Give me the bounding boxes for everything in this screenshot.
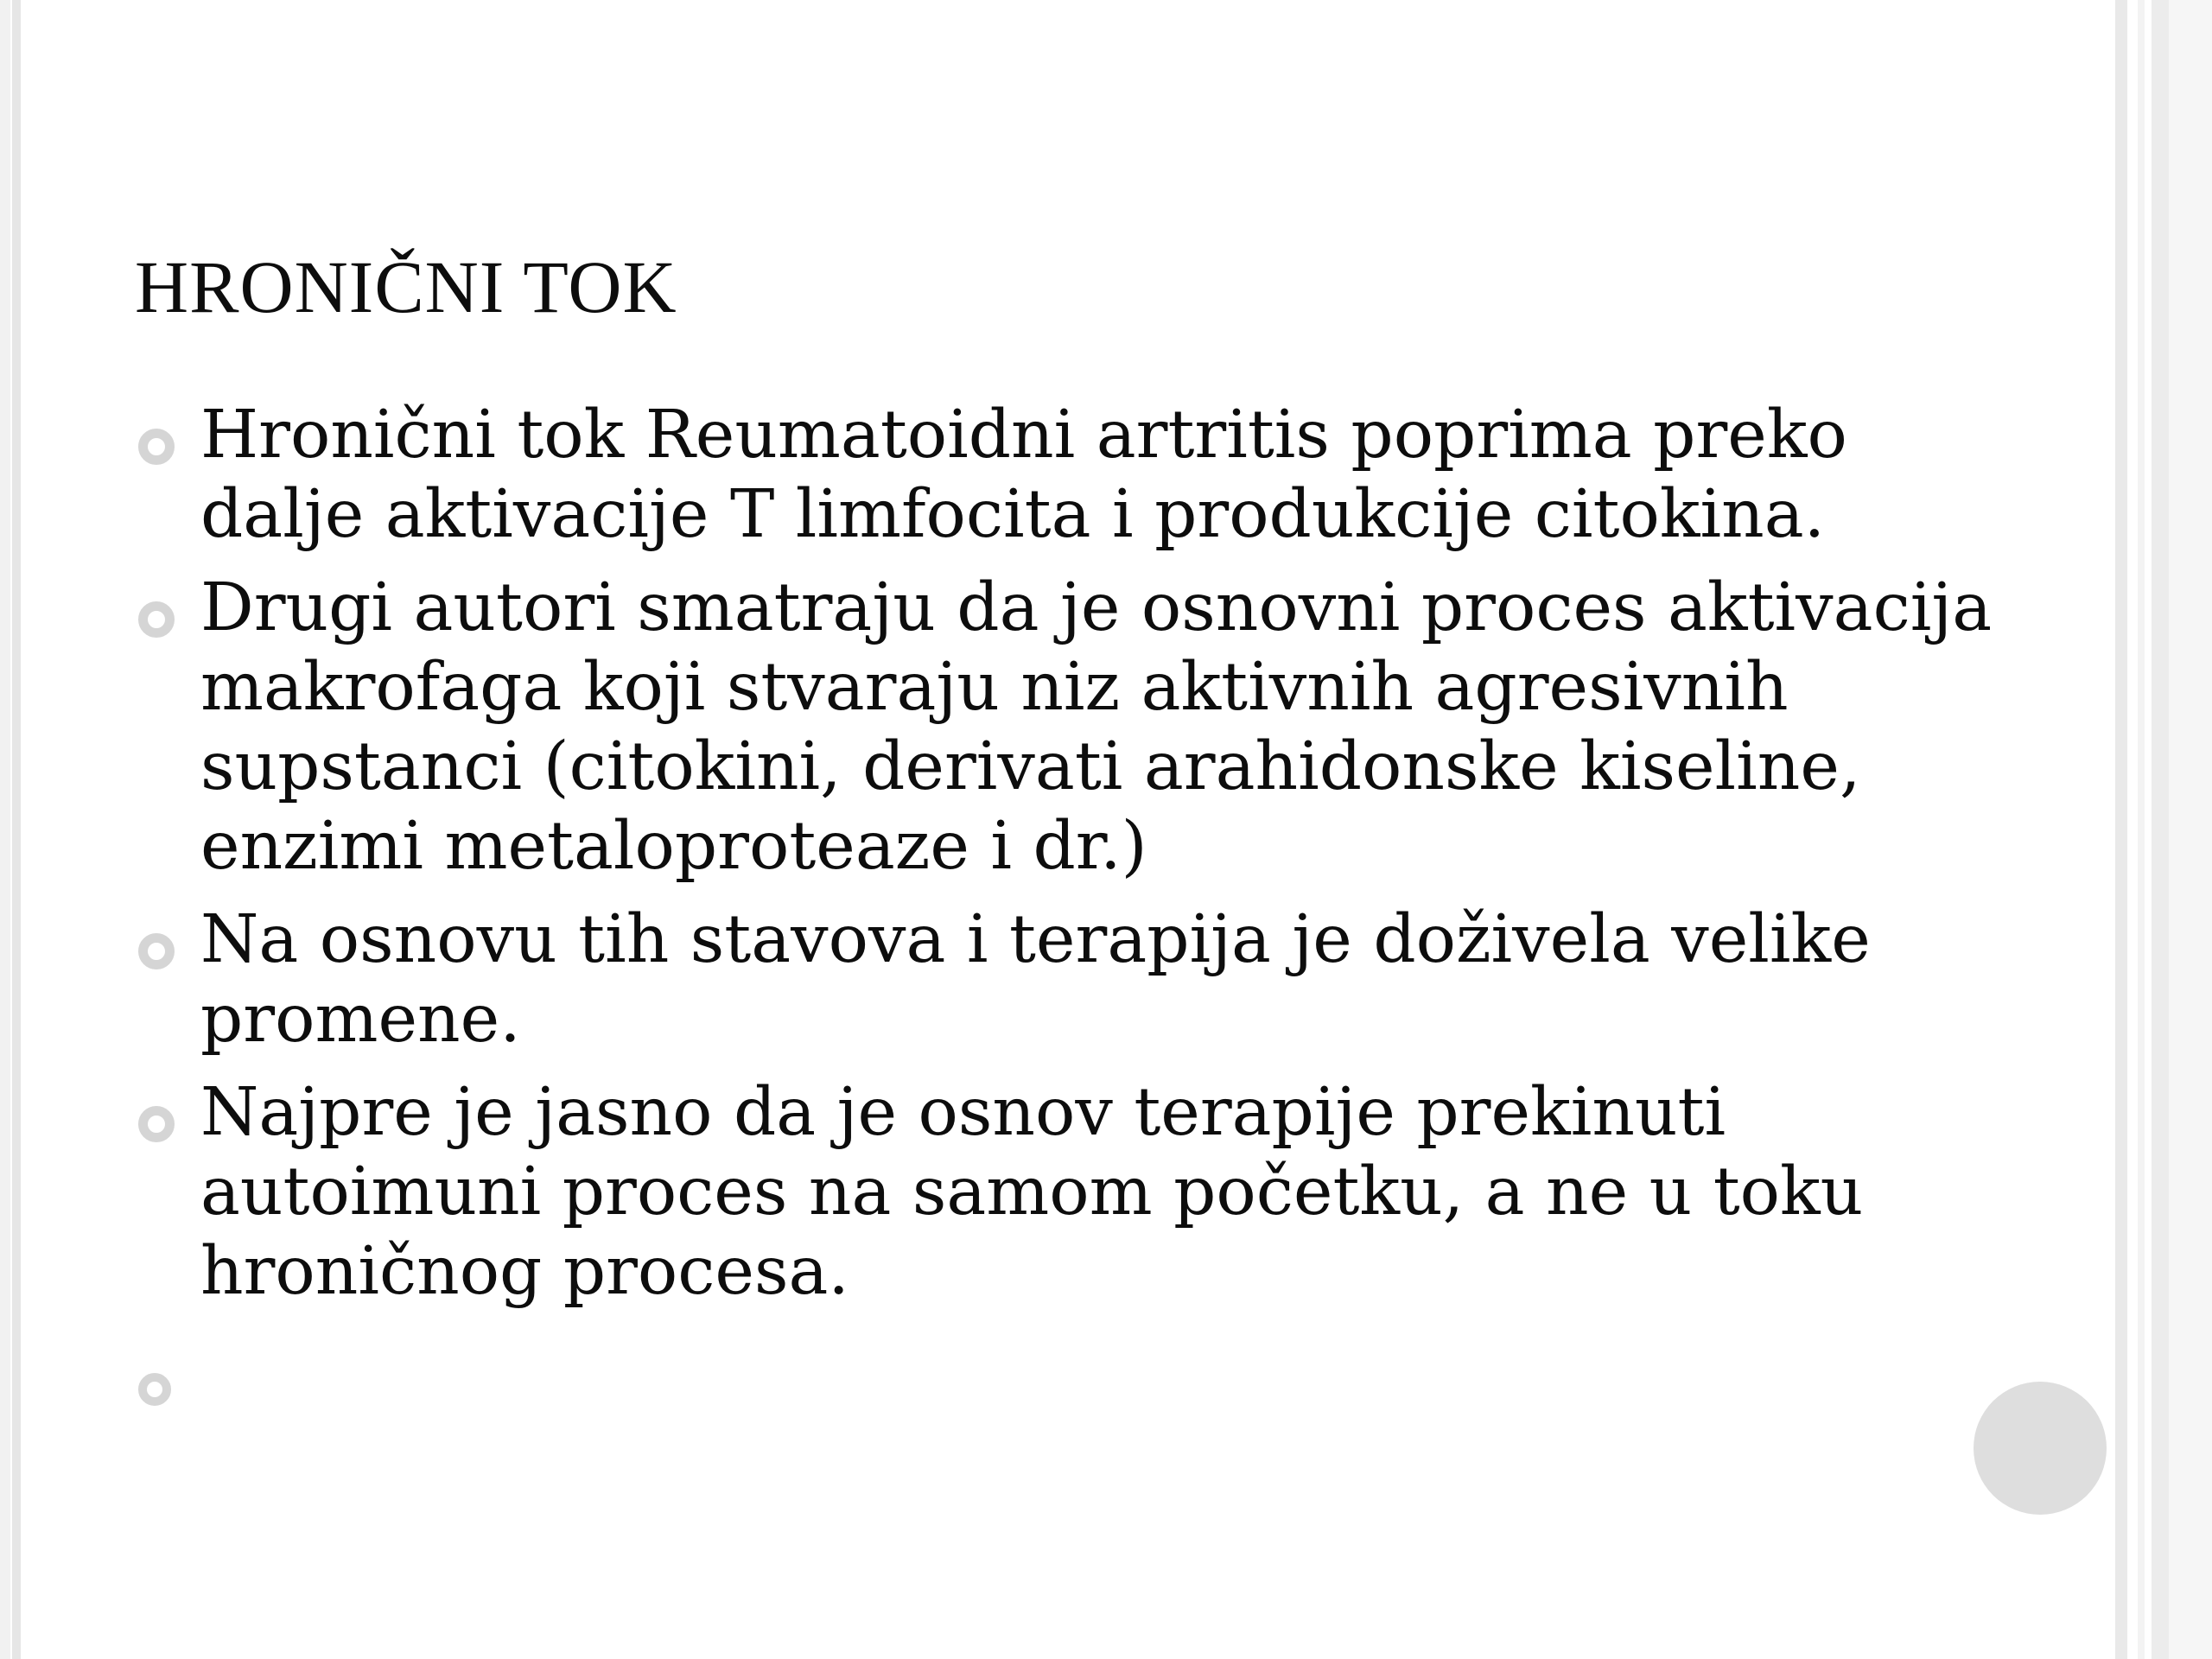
bullet-line: enzimi metaloproteaze i dr.) <box>200 808 1147 885</box>
slide-border-left-outer <box>0 0 10 1659</box>
bullet-item-3 <box>135 900 2088 1059</box>
bullet-line: dalje aktivacije T limfocita i produkcije citokina. <box>200 476 1826 553</box>
slide-border-right-1 <box>2115 0 2127 1659</box>
slide-border-right-2 <box>2138 0 2145 1659</box>
bullet-line: supstanci (citokini, derivati arahidonske kiseline, <box>200 728 1861 805</box>
ring-bullet-icon <box>138 601 175 638</box>
bullet-line: autoimuni proces na samom početku, a ne u toku <box>200 1154 1864 1230</box>
slide-border-right-4 <box>2169 0 2212 1659</box>
bullet-item-4 <box>135 1073 2088 1312</box>
bullet-line: Drugi autori smatraju da je osnovni proces aktivacija <box>200 569 1993 646</box>
circle-decoration <box>1974 1382 2107 1515</box>
bullet-line: Hronični tok Reumatoidni artritis poprima preko <box>200 397 1847 474</box>
bullet-list <box>135 396 2088 1325</box>
bullet-item-1 <box>135 396 2088 555</box>
bullet-item-2 <box>135 569 2088 887</box>
bullet-line: Na osnovu tih stavova i terapija je doživela velike <box>200 901 1871 978</box>
slide-border-left-inner <box>12 0 21 1659</box>
empty-ring-bullet-icon <box>138 1373 171 1406</box>
ring-bullet-icon <box>138 429 175 465</box>
ring-bullet-icon <box>138 933 175 969</box>
slide-title: HRONIČNI TOK <box>135 245 677 328</box>
bullet-line: Najpre je jasno da je osnov terapije prekinuti <box>200 1074 1726 1151</box>
slide-border-right-3 <box>2152 0 2169 1659</box>
ring-bullet-icon <box>138 1106 175 1142</box>
bullet-line: promene. <box>200 981 521 1058</box>
bullet-line: makrofaga koji stvaraju niz aktivnih agresivnih <box>200 649 1789 726</box>
bullet-line: hroničnog procesa. <box>200 1233 849 1310</box>
